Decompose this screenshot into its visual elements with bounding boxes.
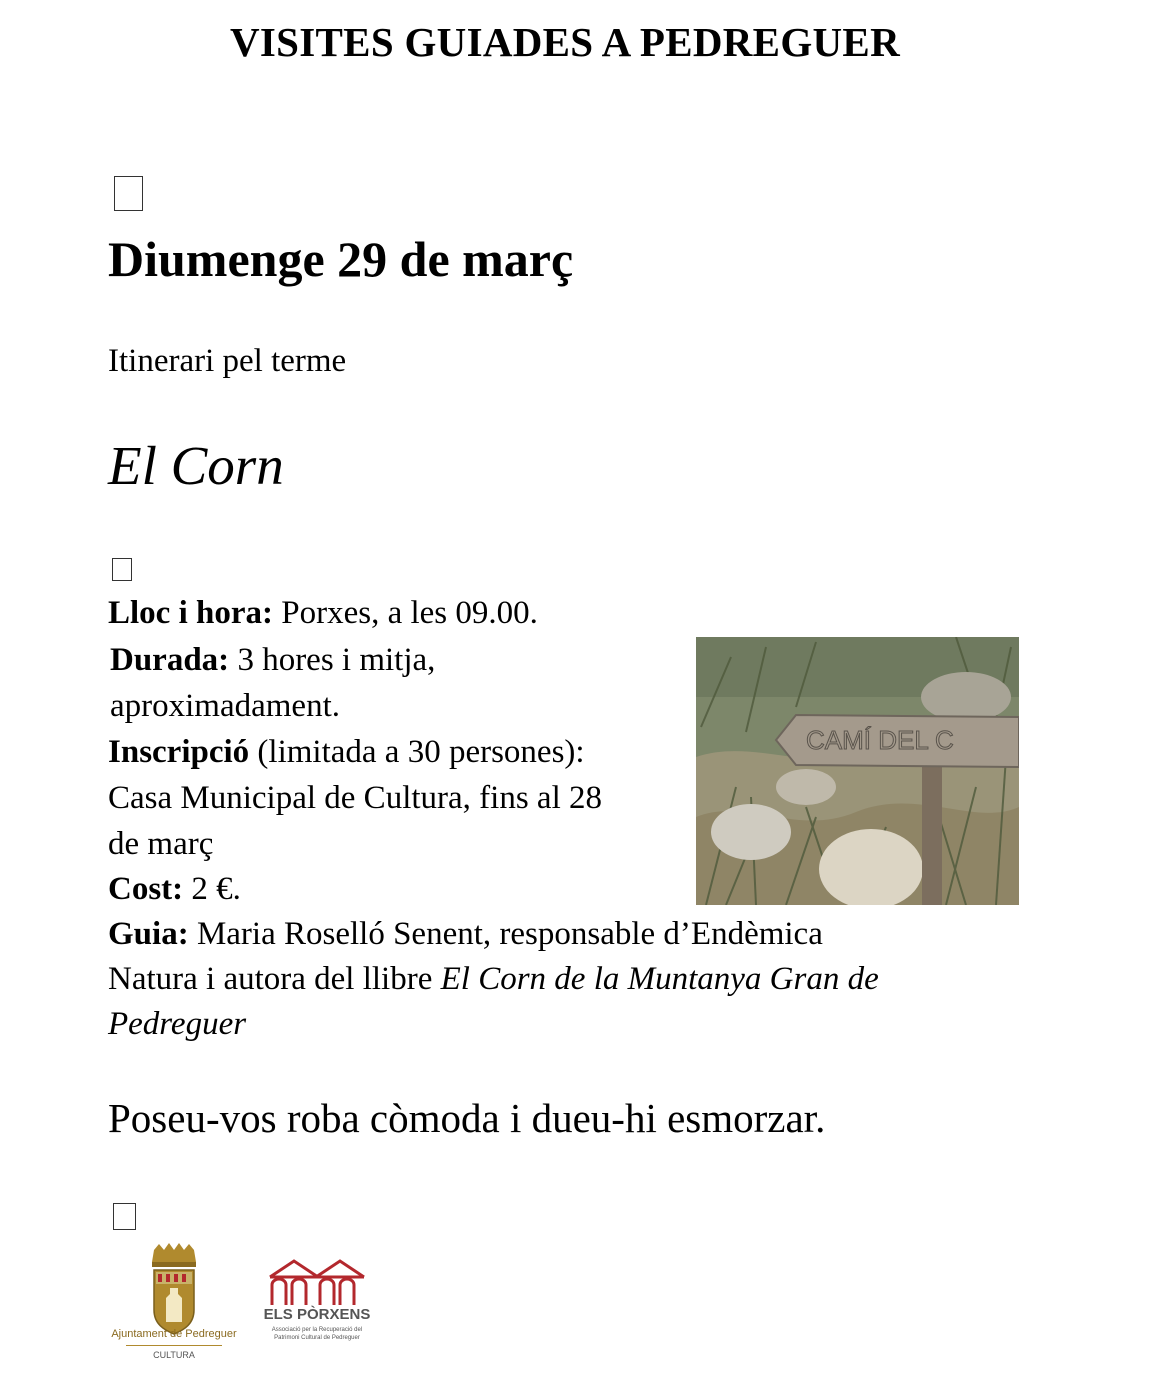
detail-inscripcio-cont: Casa Municipal de Cultura, fins al 28: [108, 780, 602, 816]
page-title: VISITES GUIADES A PEDREGUER: [230, 19, 900, 65]
coat-of-arms-icon: [104, 1242, 244, 1367]
porxens-logo: [262, 1255, 392, 1360]
porxens-name: ELS PÒRXENS: [263, 1306, 371, 1323]
detail-inscripcio-cont: de març: [108, 826, 214, 862]
porxens-sub: Patrimoni Cultural de Pedreguer: [274, 1335, 360, 1341]
detail-guia-cont: [108, 957, 879, 1002]
image-placeholder-icon: [112, 558, 132, 581]
image-placeholder-icon: [113, 1203, 136, 1230]
porxens-sub: Associació per la Recuperació del: [271, 1327, 363, 1333]
detail-guia: [108, 912, 823, 957]
ajuntament-logo: [104, 1242, 244, 1367]
trail-sign-photo: [696, 637, 1019, 905]
event-subtitle: Itinerari pel terme: [108, 343, 347, 379]
ajuntament-name: Ajuntament de Pedreguer: [111, 1328, 237, 1340]
detail-label: Durada:: [110, 642, 230, 678]
trail-sign-illustration: [696, 637, 1019, 905]
detail-value: Maria Roselló Senent, responsable d’Endèmica: [188, 916, 823, 952]
detail-value: Porxes, a les 09.00.: [272, 595, 538, 631]
book-title: El Corn de la Muntanya Gran de: [440, 961, 879, 997]
closing-note: Poseu-vos roba còmoda i dueu-hi esmorzar.: [108, 1095, 826, 1141]
detail-durada: [110, 638, 435, 683]
detail-value: (limitada a 30 persones):: [249, 734, 585, 770]
image-placeholder-icon: [114, 176, 143, 211]
event-date: Diumenge 29 de març: [108, 231, 574, 287]
ajuntament-sub: CULTURA: [153, 1350, 195, 1360]
detail-label: Lloc i hora:: [108, 595, 273, 631]
sign-lettering: CAMÍ DEL C: [806, 725, 954, 755]
detail-guia-cont: [108, 1002, 246, 1047]
detail-value: 3 hores i mitja,: [229, 642, 436, 678]
detail-label: Inscripció: [108, 734, 250, 770]
detail-label: Cost:: [108, 871, 184, 907]
event-place: El Corn: [108, 435, 284, 496]
detail-value: Natura i autora del llibre: [108, 961, 441, 997]
detail-inscripcio: [108, 730, 585, 775]
detail-value: 2 €.: [183, 871, 241, 907]
detail-label: Guia:: [108, 916, 189, 952]
detail-lloc: [108, 591, 538, 636]
detail-cost: [108, 867, 241, 912]
detail-durada-cont: aproximadament.: [110, 688, 341, 724]
ajuntament-divider: [126, 1345, 222, 1346]
book-title: Pedreguer: [108, 1006, 247, 1042]
